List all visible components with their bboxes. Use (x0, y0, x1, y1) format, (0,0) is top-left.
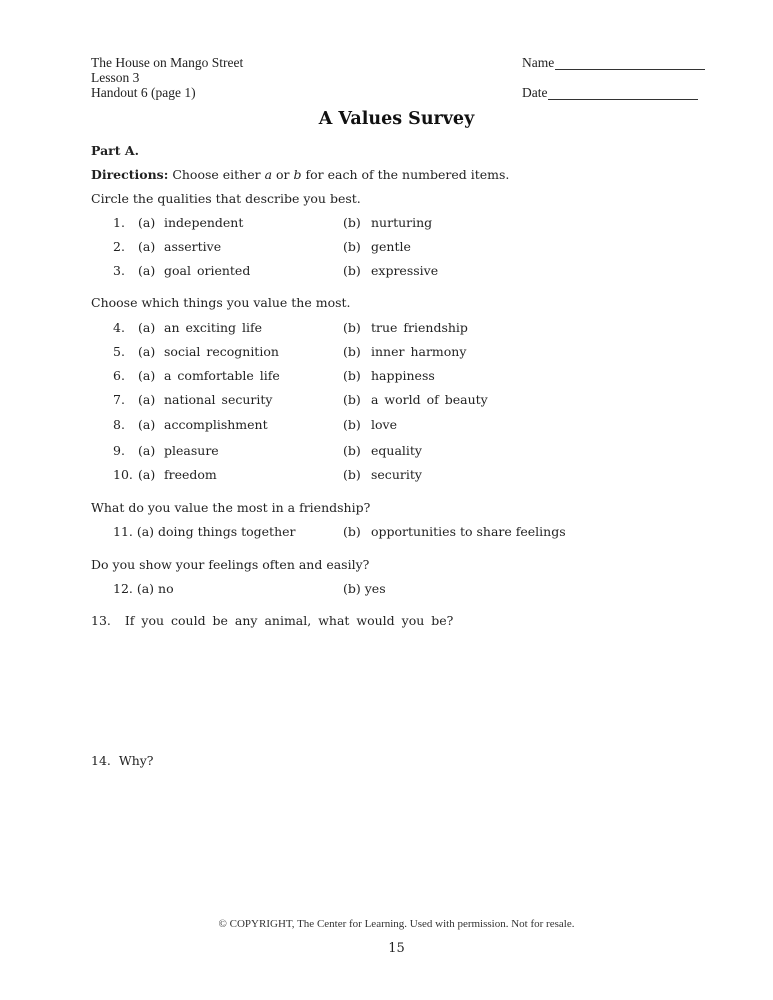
part-heading: Part A. (91, 143, 139, 158)
section-prompt: Choose which things you value the most. (91, 295, 351, 310)
item-number: 3. (113, 263, 125, 278)
directions-b: b (293, 167, 302, 182)
option-a-label[interactable]: (a) (138, 368, 156, 383)
open-question (91, 613, 453, 628)
question-text: If you could be any animal, what would you be? (124, 613, 454, 628)
item-number: 5. (113, 344, 125, 359)
directions-a: a (264, 167, 273, 182)
directions-text-end: for each of the numbered items. (301, 167, 510, 182)
option-a-label[interactable]: (a) (138, 239, 156, 254)
directions-label: Directions: (91, 167, 169, 182)
option-b-label[interactable]: (b) (343, 239, 361, 254)
option-b-text[interactable]: happiness (371, 368, 435, 383)
date-label: Date (522, 85, 548, 100)
option-a-text[interactable]: 11. (a) doing things together (113, 524, 296, 539)
option-a-text[interactable]: freedom (164, 467, 217, 482)
option-b-label[interactable]: (b) (343, 392, 361, 407)
option-b-text[interactable]: true friendship (371, 320, 468, 335)
option-b-label[interactable]: (b) (343, 215, 361, 230)
option-a-label[interactable]: (a) (138, 443, 156, 458)
book-title: The House on Mango Street (91, 55, 244, 70)
item-number: 4. (113, 320, 125, 335)
name-blank-line[interactable] (555, 57, 705, 70)
option-a-text[interactable]: assertive (164, 239, 222, 254)
option-a-label[interactable]: (a) (138, 417, 156, 432)
section-prompt: What do you value the most in a friendship? (91, 500, 371, 515)
date-blank-line[interactable] (548, 87, 698, 100)
name-row (522, 55, 705, 70)
item-number: 8. (113, 417, 125, 432)
option-b-text[interactable]: expressive (371, 263, 439, 278)
item-number: 7. (113, 392, 125, 407)
option-b-text[interactable]: nurturing (371, 215, 433, 230)
option-b-text[interactable]: opportunities to share feelings (371, 524, 566, 539)
section-prompt: Circle the qualities that describe you best. (91, 191, 361, 206)
option-b-text[interactable]: (b) yes (343, 581, 386, 596)
copyright-notice: © COPYRIGHT, The Center for Learning. Used with permission. Not for resale. (218, 918, 575, 930)
name-label: Name (522, 55, 555, 70)
option-a-label[interactable]: (a) (138, 344, 156, 359)
page-number: 15 (388, 941, 405, 956)
option-b-label[interactable]: (b) (343, 443, 361, 458)
option-b-text[interactable]: a world of beauty (371, 392, 488, 407)
directions-or: or (272, 167, 294, 182)
section-prompt: Do you show your feelings often and easily? (91, 557, 370, 572)
option-b-label[interactable]: (b) (343, 524, 361, 539)
option-a-text[interactable]: national security (164, 392, 273, 407)
item-number: 10. (113, 467, 133, 482)
option-b-label[interactable]: (b) (343, 417, 361, 432)
option-a-text[interactable]: 12. (a) no (113, 581, 174, 596)
date-row (522, 85, 705, 100)
open-question (91, 753, 154, 768)
page-title: A Values Survey (318, 109, 475, 129)
question-number: 14. (91, 753, 111, 768)
option-a-label[interactable]: (a) (138, 392, 156, 407)
handout-header (91, 55, 243, 100)
option-a-label[interactable]: (a) (138, 467, 156, 482)
option-b-text[interactable]: security (371, 467, 422, 482)
option-b-label[interactable]: (b) (343, 344, 361, 359)
handout-label: Handout 6 (page 1) (91, 85, 196, 100)
question-number: 13. (91, 613, 111, 628)
option-a-text[interactable]: social recognition (164, 344, 279, 359)
option-a-label[interactable]: (a) (138, 263, 156, 278)
option-b-label[interactable]: (b) (343, 467, 361, 482)
option-a-text[interactable]: accomplishment (164, 417, 268, 432)
option-b-label[interactable]: (b) (343, 368, 361, 383)
option-b-text[interactable]: love (371, 417, 397, 432)
item-number: 9. (113, 443, 125, 458)
option-b-label[interactable]: (b) (343, 320, 361, 335)
option-a-label[interactable]: (a) (138, 215, 156, 230)
student-info (522, 55, 705, 100)
item-number: 6. (113, 368, 125, 383)
option-b-text[interactable]: gentle (371, 239, 411, 254)
item-number: 2. (113, 239, 125, 254)
option-a-text[interactable]: pleasure (164, 443, 219, 458)
option-a-text[interactable]: goal oriented (164, 263, 251, 278)
option-b-label[interactable]: (b) (343, 263, 361, 278)
option-a-label[interactable]: (a) (138, 320, 156, 335)
option-a-text[interactable]: a comfortable life (164, 368, 280, 383)
question-text: Why? (118, 753, 154, 768)
directions (91, 167, 509, 182)
option-a-text[interactable]: an exciting life (164, 320, 262, 335)
directions-text: Choose either (168, 167, 265, 182)
option-b-text[interactable]: equality (371, 443, 422, 458)
item-number: 1. (113, 215, 125, 230)
lesson-label: Lesson 3 (91, 70, 140, 85)
option-b-text[interactable]: inner harmony (371, 344, 467, 359)
option-a-text[interactable]: independent (164, 215, 244, 230)
